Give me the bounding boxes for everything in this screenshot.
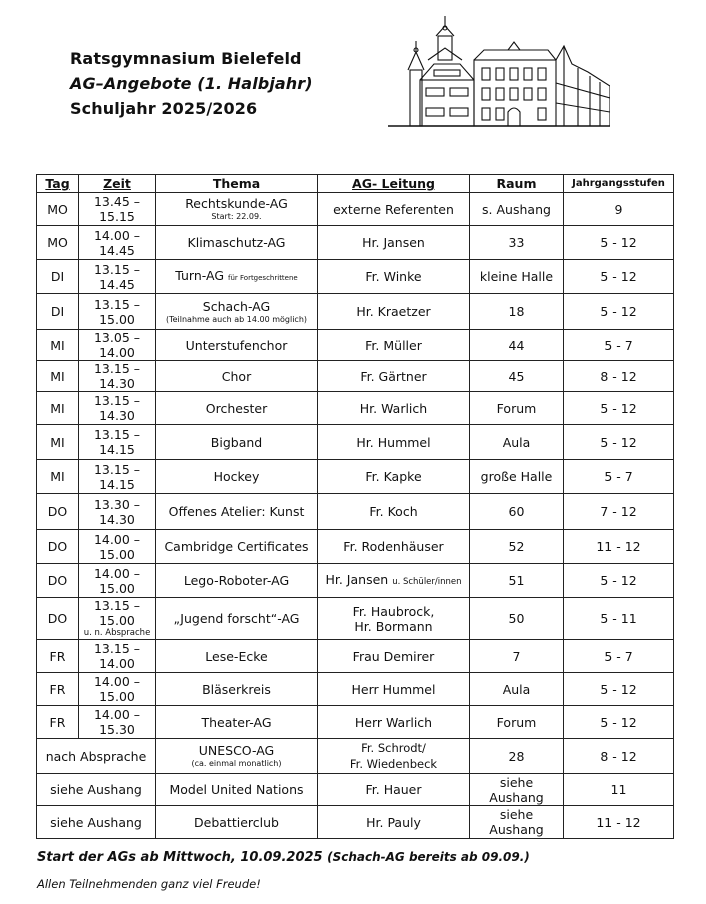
table-row — [37, 494, 674, 530]
cell-leitung: Hr. Pauly — [318, 806, 470, 839]
cell-leitung: Fr. Winke — [318, 260, 470, 294]
cell-stufen: 5 - 12 — [564, 673, 674, 706]
leitung-text: Fr. Haubrock, — [352, 603, 435, 619]
cell-tag: DI — [37, 294, 79, 330]
cell-raum: Forum — [470, 392, 564, 425]
cell-thema: Debattierclub — [156, 806, 318, 839]
cell-thema: Chor — [156, 361, 318, 392]
thema-text: Turn-AG — [175, 267, 225, 283]
cell-zeit: 13.05 – 14.00 — [79, 330, 156, 361]
start-notice — [37, 850, 530, 865]
cell-leitung — [318, 739, 470, 774]
cell-raum: 52 — [470, 530, 564, 564]
cell-zeit: 13.15 – 14.15 — [79, 460, 156, 494]
table-header-row — [37, 175, 674, 193]
cell-tag: FR — [37, 673, 79, 706]
cell-raum: 33 — [470, 226, 564, 260]
cell-leitung: Fr. Hauer — [318, 774, 470, 806]
cell-zeit: 13.15 – 14.45 — [79, 260, 156, 294]
document-title: AG–Angebote (1. Halbjahr) — [70, 74, 313, 93]
cell-leitung — [318, 564, 470, 598]
cell-leitung: Herr Warlich — [318, 706, 470, 739]
cell-zeit: 13.15 – 14.30 — [79, 392, 156, 425]
cell-tag: FR — [37, 640, 79, 673]
cell-stufen: 5 - 11 — [564, 598, 674, 640]
school-year: Schuljahr 2025/2026 — [70, 99, 258, 118]
thema-inline-note: für Fortgeschrittene — [228, 273, 298, 282]
cell-leitung: Herr Hummel — [318, 673, 470, 706]
cell-zeit: 14.00 – 15.00 — [79, 530, 156, 564]
leitung-text-line2: Hr. Bormann — [354, 618, 433, 634]
cell-zeit: 14.00 – 14.45 — [79, 226, 156, 260]
table-row — [37, 806, 674, 839]
document-header — [70, 46, 313, 121]
cell-tag: FR — [37, 706, 79, 739]
start-notice-main: Start der AGs ab Mittwoch, 10.09.2025 — [37, 850, 323, 865]
table-row — [37, 706, 674, 739]
cell-thema: Offenes Atelier: Kunst — [156, 494, 318, 530]
cell-raum: 51 — [470, 564, 564, 598]
cell-thema: Cambridge Certificates — [156, 530, 318, 564]
cell-zeit: 14.00 – 15.00 — [79, 564, 156, 598]
zeit-text: 13.15 – 15.00 — [93, 598, 140, 628]
cell-stufen: 5 - 7 — [564, 330, 674, 361]
table-row — [37, 598, 674, 640]
column-header-jahrgangsstufen: Jahrgangsstufen — [564, 175, 674, 193]
cell-tag: DO — [37, 598, 79, 640]
cell-stufen: 5 - 12 — [564, 392, 674, 425]
cell-raum: kleine Halle — [470, 260, 564, 294]
cell-zeit: 13.15 – 14.15 — [79, 425, 156, 460]
cell-stufen: 7 - 12 — [564, 494, 674, 530]
cell-tag: MI — [37, 425, 79, 460]
cell-zeit: 14.00 – 15.30 — [79, 706, 156, 739]
cell-thema — [156, 294, 318, 330]
cell-tag: MI — [37, 330, 79, 361]
column-header-raum: Raum — [470, 175, 564, 193]
cell-thema: Hockey — [156, 460, 318, 494]
thema-text: UNESCO-AG — [198, 743, 275, 758]
cell-tag-zeit: nach Absprache — [37, 739, 156, 774]
cell-stufen: 5 - 12 — [564, 294, 674, 330]
leitung-text-line2: Fr. Wiedenbeck — [349, 757, 438, 771]
table-row — [37, 564, 674, 598]
cell-thema: Model United Nations — [156, 774, 318, 806]
cell-zeit: 13.30 – 14.30 — [79, 494, 156, 530]
cell-tag: MO — [37, 193, 79, 226]
cell-tag: DO — [37, 530, 79, 564]
table-row — [37, 193, 674, 226]
cell-stufen: 5 - 12 — [564, 260, 674, 294]
cell-tag: MI — [37, 460, 79, 494]
cell-tag: DI — [37, 260, 79, 294]
school-name: Ratsgymnasium Bielefeld — [70, 49, 302, 68]
cell-zeit: 13.15 – 15.00 — [79, 294, 156, 330]
cell-raum: siehe Aushang — [470, 806, 564, 839]
cell-leitung: Fr. Müller — [318, 330, 470, 361]
cell-raum: Aula — [470, 425, 564, 460]
thema-note: Start: 22.09. — [211, 212, 262, 221]
table-row — [37, 530, 674, 564]
cell-thema: Bigband — [156, 425, 318, 460]
cell-raum: 60 — [470, 494, 564, 530]
zeit-note: u. n. Absprache — [83, 628, 151, 638]
table-row — [37, 361, 674, 392]
cell-zeit: 14.00 – 15.00 — [79, 673, 156, 706]
ag-table — [36, 174, 674, 839]
cell-stufen: 5 - 12 — [564, 226, 674, 260]
cell-raum: 44 — [470, 330, 564, 361]
cell-leitung: Fr. Koch — [318, 494, 470, 530]
cell-thema — [156, 739, 318, 774]
cell-thema: „Jugend forscht“-AG — [156, 598, 318, 640]
cell-tag: DO — [37, 494, 79, 530]
column-header-leitung: AG- Leitung — [318, 175, 470, 193]
cell-zeit: 13.45 – 15.15 — [79, 193, 156, 226]
thema-text: Rechtskunde-AG — [185, 196, 288, 211]
cell-raum: Forum — [470, 706, 564, 739]
column-header-tag: Tag — [37, 175, 79, 193]
table-row — [37, 260, 674, 294]
cell-stufen: 5 - 12 — [564, 425, 674, 460]
thema-note: (ca. einmal monatlich) — [191, 759, 282, 768]
cell-leitung: Hr. Warlich — [318, 392, 470, 425]
cell-raum: 7 — [470, 640, 564, 673]
cell-leitung: externe Referenten — [318, 193, 470, 226]
school-building-drawing-icon — [388, 8, 610, 130]
cell-raum: 50 — [470, 598, 564, 640]
cell-tag: MI — [37, 361, 79, 392]
leitung-inline-note: u. Schüler/innen — [392, 576, 462, 587]
start-notice-note: (Schach-AG bereits ab 09.09.) — [327, 850, 530, 864]
thema-note: (Teilnahme auch ab 14.00 möglich) — [165, 314, 308, 324]
cell-tag-zeit: siehe Aushang — [37, 806, 156, 839]
cell-thema — [156, 193, 318, 226]
cell-tag-zeit: siehe Aushang — [37, 774, 156, 806]
cell-stufen: 5 - 12 — [564, 564, 674, 598]
table-row — [37, 330, 674, 361]
cell-leitung: Hr. Jansen — [318, 226, 470, 260]
cell-tag: MI — [37, 392, 79, 425]
cell-stufen: 9 — [564, 193, 674, 226]
cell-leitung: Hr. Hummel — [318, 425, 470, 460]
cell-thema — [156, 260, 318, 294]
leitung-text: Fr. Schrodt/ — [361, 741, 426, 755]
cell-leitung: Hr. Kraetzer — [318, 294, 470, 330]
cell-thema: Orchester — [156, 392, 318, 425]
cell-leitung — [318, 598, 470, 640]
table-row — [37, 392, 674, 425]
table-row — [37, 226, 674, 260]
cell-zeit: 13.15 – 14.00 — [79, 640, 156, 673]
cell-raum: 18 — [470, 294, 564, 330]
cell-stufen: 8 - 12 — [564, 739, 674, 774]
thema-text: Schach-AG — [202, 298, 271, 314]
cell-raum: 45 — [470, 361, 564, 392]
cell-zeit: 13.15 – 14.30 — [79, 361, 156, 392]
cell-raum: große Halle — [470, 460, 564, 494]
table-row — [37, 774, 674, 806]
cell-leitung: Fr. Kapke — [318, 460, 470, 494]
table-row — [37, 425, 674, 460]
table-row — [37, 460, 674, 494]
table-row — [37, 739, 674, 774]
cell-tag: MO — [37, 226, 79, 260]
cell-leitung: Fr. Gärtner — [318, 361, 470, 392]
cell-thema: Theater-AG — [156, 706, 318, 739]
column-header-thema: Thema — [156, 175, 318, 193]
cell-thema: Bläserkreis — [156, 673, 318, 706]
cell-tag: DO — [37, 564, 79, 598]
cell-leitung: Frau Demirer — [318, 640, 470, 673]
closing-wish: Allen Teilnehmenden ganz viel Freude! — [37, 877, 261, 891]
cell-stufen: 11 - 12 — [564, 530, 674, 564]
cell-raum: siehe Aushang — [470, 774, 564, 806]
table-row — [37, 294, 674, 330]
leitung-text: Hr. Jansen — [325, 571, 389, 587]
table-row — [37, 673, 674, 706]
cell-thema: Unterstufenchor — [156, 330, 318, 361]
cell-zeit — [79, 598, 156, 640]
cell-raum: s. Aushang — [470, 193, 564, 226]
table-row — [37, 640, 674, 673]
cell-raum: 28 — [470, 739, 564, 774]
cell-stufen: 5 - 12 — [564, 706, 674, 739]
cell-stufen: 5 - 7 — [564, 640, 674, 673]
cell-stufen: 11 - 12 — [564, 806, 674, 839]
cell-thema: Klimaschutz-AG — [156, 226, 318, 260]
cell-stufen: 8 - 12 — [564, 361, 674, 392]
cell-thema: Lego-Roboter-AG — [156, 564, 318, 598]
cell-raum: Aula — [470, 673, 564, 706]
cell-leitung: Fr. Rodenhäuser — [318, 530, 470, 564]
cell-stufen: 5 - 7 — [564, 460, 674, 494]
cell-stufen: 11 — [564, 774, 674, 806]
column-header-zeit: Zeit — [79, 175, 156, 193]
cell-thema: Lese-Ecke — [156, 640, 318, 673]
